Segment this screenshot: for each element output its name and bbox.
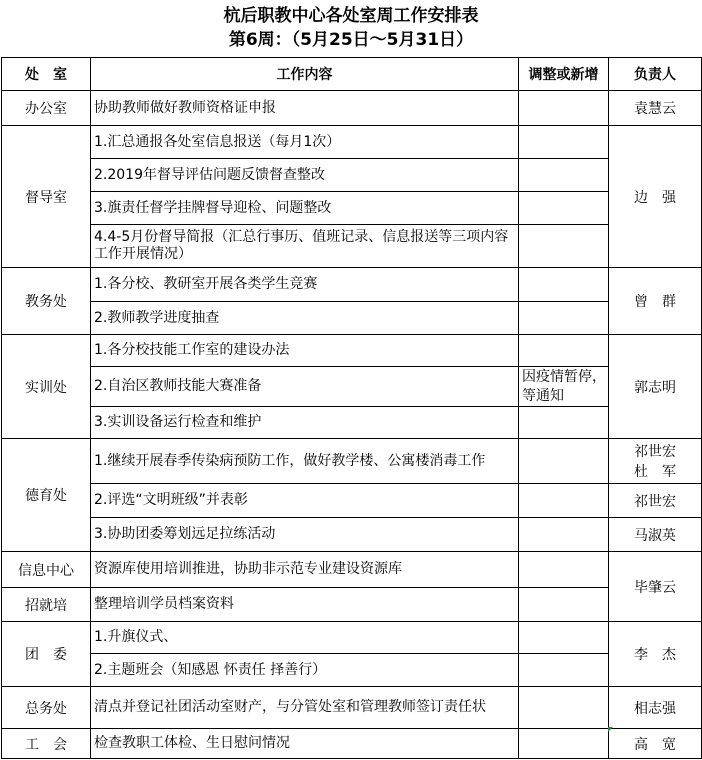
adjust-cell: [519, 484, 609, 518]
adjust-cell: [519, 192, 609, 225]
owner-cell: 毕肇云: [609, 552, 702, 622]
header-adjust: 调整或新增: [519, 58, 609, 91]
task-cell: 1.继续开展春季传染病预防工作，做好教学楼、公寓楼消毒工作: [91, 439, 519, 484]
header-row: [2, 58, 702, 91]
table-row: [2, 91, 702, 126]
task-cell: 3.协助团委筹划远足拉练活动: [91, 518, 519, 552]
task-cell: 2.教师教学进度抽查: [91, 302, 519, 335]
owner-cell: 郭志明: [609, 335, 702, 439]
adjust-cell: [519, 687, 609, 729]
adjust-cell: [519, 91, 609, 126]
task-cell: 资源库使用培训推进，协助非示范专业建设资源库: [91, 552, 519, 588]
task-cell: 2.主题班会（知感恩 怀责任 择善行）: [91, 654, 519, 687]
schedule-table: [1, 57, 702, 759]
table-row: [2, 622, 702, 654]
dept-cell: 督导室: [2, 126, 91, 268]
week-range: 第6周：（5月25日～5月31日）: [228, 30, 474, 50]
adjust-cell: [519, 588, 609, 622]
dept-cell: 工 会: [2, 729, 91, 759]
adjust-cell: [519, 225, 609, 268]
header-owner: 负责人: [609, 58, 702, 91]
adjust-cell: [519, 407, 609, 439]
task-cell: 3.实训设备运行检查和维护: [91, 407, 519, 439]
adjust-cell: [519, 439, 609, 484]
owner-cell: 相志强: [609, 687, 702, 729]
adjust-cell: [519, 518, 609, 552]
owner-cell: 李 杰: [609, 622, 702, 687]
header-content: 工作内容: [91, 58, 519, 91]
adjust-cell: [519, 729, 609, 759]
adjust-cell: [519, 159, 609, 192]
adjust-cell: [519, 622, 609, 654]
table-row: [2, 335, 702, 367]
adjust-cell: [519, 552, 609, 588]
table-row: [2, 225, 702, 268]
table-row: [2, 518, 702, 552]
task-cell: 3.旗责任督学挂牌督导迎检、问题整改: [91, 192, 519, 225]
task-cell: 检查教职工体检、生日慰问情况: [91, 729, 519, 759]
owner-cell: 祁世宏 杜 军: [609, 439, 702, 484]
table-row: [2, 654, 702, 687]
adjust-cell: [519, 302, 609, 335]
owner-cell: 高 宽: [609, 729, 702, 759]
owner-cell: 曾 群: [609, 268, 702, 335]
task-cell: 4.4-5月份督导简报（汇总行事历、值班记录、信息报送等三项内容工作开展情况）: [91, 225, 519, 268]
table-row: [2, 159, 702, 192]
dept-cell: 招就培: [2, 588, 91, 622]
table-row: [2, 439, 702, 484]
table-row: [2, 687, 702, 729]
task-cell: 1.汇总通报各处室信息报送（每月1次）: [91, 126, 519, 159]
dept-cell: 教务处: [2, 268, 91, 335]
owner-cell: 祁世宏: [609, 484, 702, 518]
table-row: [2, 192, 702, 225]
adjust-cell: [519, 126, 609, 159]
dept-cell: 办公室: [2, 91, 91, 126]
table-row: [2, 729, 702, 759]
task-cell: 1.各分校技能工作室的建设办法: [91, 335, 519, 367]
dept-cell: 信息中心: [2, 552, 91, 588]
table-row: [2, 268, 702, 302]
table-title: 杭后职教中心各处室周工作安排表: [223, 6, 479, 26]
dept-cell: 德育处: [2, 439, 91, 552]
adjust-cell: [519, 335, 609, 367]
dept-cell: 实训处: [2, 335, 91, 439]
adjust-cell: [519, 268, 609, 302]
task-cell: 2.自治区教师技能大赛准备: [91, 367, 519, 407]
adjust-cell: [519, 654, 609, 687]
task-cell: 1.升旗仪式、: [91, 622, 519, 654]
table-row: [2, 484, 702, 518]
table-row: [2, 588, 702, 622]
task-cell: 清点并登记社团活动室财产，与分管处室和管理教师签订责任状: [91, 687, 519, 729]
header-dept: 处 室: [2, 58, 91, 91]
owner-cell: 边 强: [609, 126, 702, 268]
dept-cell: 总务处: [2, 687, 91, 729]
table-row: [2, 126, 702, 159]
task-cell: 整理培训学员档案资料: [91, 588, 519, 622]
task-cell: 2.2019年督导评估问题反馈督查整改: [91, 159, 519, 192]
task-cell: 2.评选“文明班级”并表彰: [91, 484, 519, 518]
owner-cell: 马淑英: [609, 518, 702, 552]
cell-comment-marker: [608, 727, 613, 732]
owner-cell: 袁慧云: [609, 91, 702, 126]
table-row: [2, 302, 702, 335]
adjust-cell: 因疫情暂停，等通知: [519, 367, 609, 407]
task-cell: 协助教师做好教师资格证申报: [91, 91, 519, 126]
dept-cell: 团 委: [2, 622, 91, 687]
task-cell: 1.各分校、教研室开展各类学生竞赛: [91, 268, 519, 302]
table-row: [2, 407, 702, 439]
table-row: [2, 552, 702, 588]
table-row: [2, 367, 702, 407]
